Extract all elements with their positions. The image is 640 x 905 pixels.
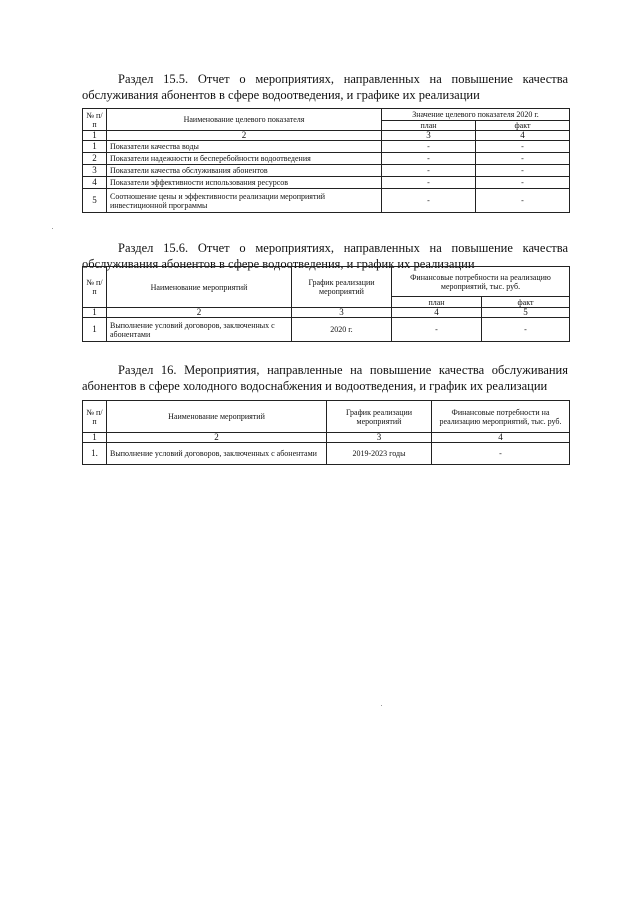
section-15-5-heading: Раздел 15.5. Отчет о мероприятиях, направленных на повышение качества обслуживания абонентов в сфере водоотведения, и графике их реализации bbox=[82, 72, 568, 102]
row-name: Соотношение цены и эффективности реализации мероприятий инвестиционной программы bbox=[107, 189, 382, 213]
col-num-header: № п/п bbox=[83, 109, 107, 131]
index-row bbox=[83, 433, 570, 443]
row-plan: - bbox=[382, 165, 476, 177]
index-cell: 4 bbox=[392, 308, 482, 318]
row-plan: - bbox=[392, 318, 482, 342]
table-row bbox=[83, 189, 570, 213]
row-finance: - bbox=[432, 443, 570, 465]
row-fact: - bbox=[476, 189, 570, 213]
row-number: 5 bbox=[83, 189, 107, 213]
scan-speck bbox=[381, 705, 382, 706]
row-name: Показатели качества воды bbox=[107, 141, 382, 153]
row-name: Показатели качества обслуживания абонентов bbox=[107, 165, 382, 177]
row-plan: - bbox=[382, 189, 476, 213]
col-name-header: Наименование мероприятий bbox=[107, 267, 292, 308]
section-16-table bbox=[82, 400, 570, 465]
table-row bbox=[83, 165, 570, 177]
row-name: Выполнение условий договоров, заключенных с абонентами bbox=[107, 443, 327, 465]
section-15-6-heading: Раздел 15.6. Отчет о мероприятиях, направленных на повышение качества обслуживания абонентов в сфере водоотведения, и график их реализации bbox=[82, 241, 568, 271]
index-cell: 3 bbox=[327, 433, 432, 443]
index-cell: 2 bbox=[107, 433, 327, 443]
index-cell: 1 bbox=[83, 308, 107, 318]
row-number: 1 bbox=[83, 318, 107, 342]
col-value-header: Значение целевого показателя 2020 г. bbox=[382, 109, 570, 121]
index-cell: 2 bbox=[107, 308, 292, 318]
col-plan-header: план bbox=[382, 121, 476, 131]
col-name-header: Наименование мероприятий bbox=[107, 401, 327, 433]
col-schedule-header: График реализации мероприятий bbox=[327, 401, 432, 433]
table-row bbox=[83, 318, 570, 342]
table-row bbox=[83, 141, 570, 153]
row-schedule: 2019-2023 годы bbox=[327, 443, 432, 465]
col-fact-header: факт bbox=[482, 297, 570, 308]
index-cell: 5 bbox=[482, 308, 570, 318]
scan-speck bbox=[52, 228, 53, 229]
col-finance-header: Финансовые потребности на реализацию мероприятий, тыс. руб. bbox=[432, 401, 570, 433]
row-number: 3 bbox=[83, 165, 107, 177]
col-name-header: Наименование целевого показателя bbox=[107, 109, 382, 131]
table-row bbox=[83, 153, 570, 165]
row-number: 2 bbox=[83, 153, 107, 165]
index-row bbox=[83, 131, 570, 141]
row-fact: - bbox=[482, 318, 570, 342]
col-num-header: № п/п bbox=[83, 401, 107, 433]
index-cell: 1 bbox=[83, 131, 107, 141]
index-cell: 4 bbox=[432, 433, 570, 443]
table-row bbox=[83, 177, 570, 189]
col-plan-header: план bbox=[392, 297, 482, 308]
row-name: Показатели эффективности использования ресурсов bbox=[107, 177, 382, 189]
section-16-heading: Раздел 16. Мероприятия, направленные на повышение качества обслуживания абонентов в сфере холодного водоснабжения и водоотведения, и график их реализации bbox=[82, 363, 568, 393]
row-fact: - bbox=[476, 141, 570, 153]
row-plan: - bbox=[382, 177, 476, 189]
col-schedule-header: График реализации мероприятий bbox=[292, 267, 392, 308]
section-15-6-table bbox=[82, 266, 570, 342]
table-row bbox=[83, 443, 570, 465]
index-cell: 3 bbox=[382, 131, 476, 141]
col-num-header: № п/п bbox=[83, 267, 107, 308]
row-number: 4 bbox=[83, 177, 107, 189]
index-cell: 4 bbox=[476, 131, 570, 141]
row-fact: - bbox=[476, 165, 570, 177]
row-schedule: 2020 г. bbox=[292, 318, 392, 342]
row-number: 1. bbox=[83, 443, 107, 465]
index-row bbox=[83, 308, 570, 318]
row-fact: - bbox=[476, 153, 570, 165]
col-fact-header: факт bbox=[476, 121, 570, 131]
row-name: Выполнение условий договоров, заключенных с абонентами bbox=[107, 318, 292, 342]
index-cell: 1 bbox=[83, 433, 107, 443]
row-plan: - bbox=[382, 141, 476, 153]
index-cell: 3 bbox=[292, 308, 392, 318]
section-15-5-table bbox=[82, 108, 570, 213]
col-finance-header: Финансовые потребности на реализацию мероприятий, тыс. руб. bbox=[392, 267, 570, 297]
row-plan: - bbox=[382, 153, 476, 165]
index-cell: 2 bbox=[107, 131, 382, 141]
row-name: Показатели надежности и бесперебойности водоотведения bbox=[107, 153, 382, 165]
row-fact: - bbox=[476, 177, 570, 189]
row-number: 1 bbox=[83, 141, 107, 153]
